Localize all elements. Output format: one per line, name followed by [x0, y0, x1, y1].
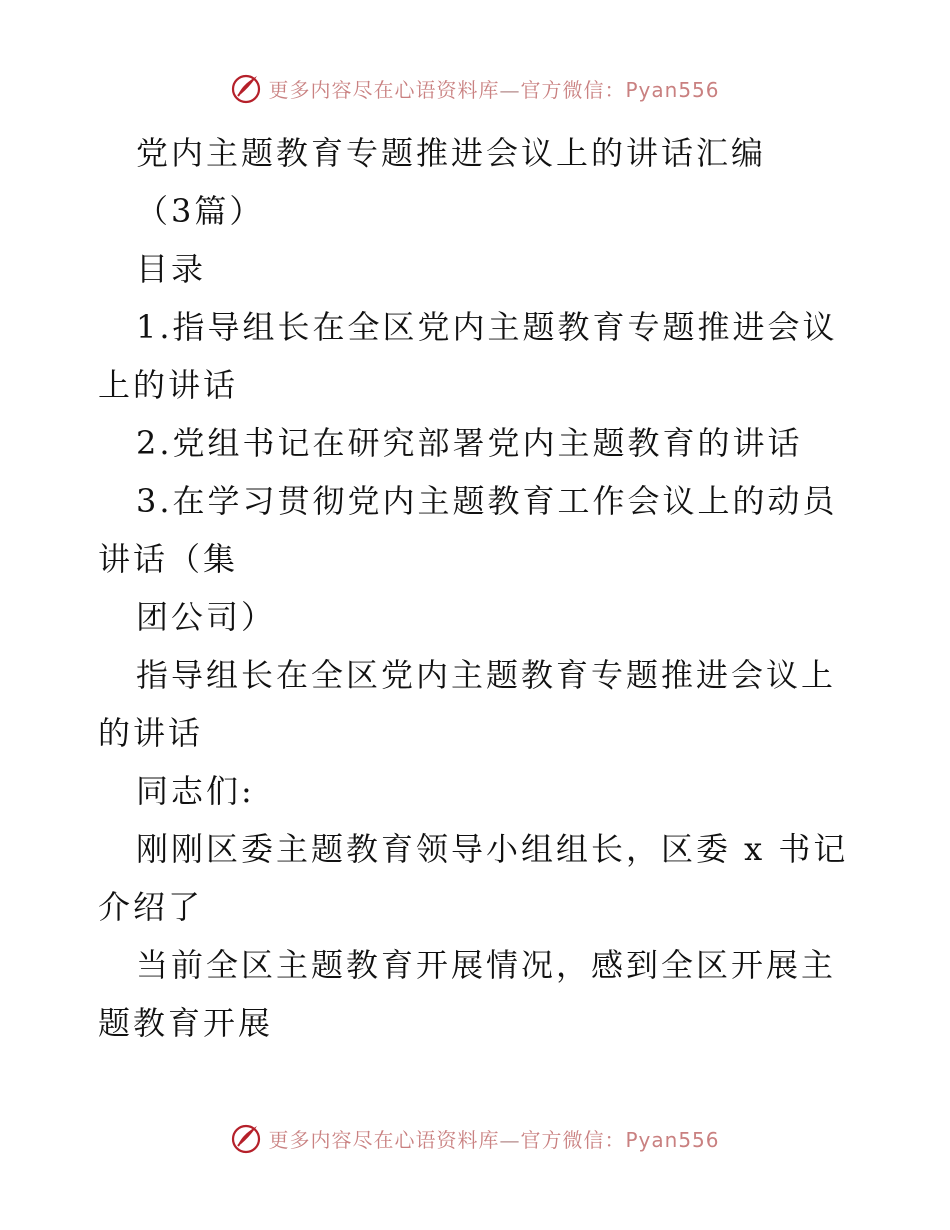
watermark-contact-id: Pyan556 — [625, 1127, 720, 1152]
footer-watermark — [0, 1122, 950, 1154]
body-paragraph: 当前全区主题教育开展情况，感到全区开展主题教育开展 — [98, 946, 837, 1042]
toc-item-3: 3.在学习贯彻党内主题教育工作会议上的动员讲话（集 — [98, 482, 838, 578]
watermark-separator: — — [499, 77, 521, 102]
document-subtitle: （3篇） — [136, 192, 265, 230]
document-body — [98, 124, 854, 1052]
watermark-separator: — — [499, 1127, 521, 1152]
salutation: 同志们: — [136, 772, 255, 810]
watermark-contact-label: 官方微信： — [520, 1127, 626, 1152]
toc-item-3-continued: 团公司） — [136, 598, 277, 636]
toc-item-1: 1.指导组长在全区党内主题教育专题推进会议上的讲话 — [98, 308, 838, 404]
section-heading: 指导组长在全区党内主题教育专题推进会议上的讲话 — [98, 656, 837, 752]
watermark-text — [268, 1124, 719, 1153]
body-paragraph: 刚刚区委主题教育领导小组组长，区委 x 书记介绍了 — [98, 830, 849, 926]
watermark-brand: 更多内容尽在心语资料库 — [268, 77, 500, 102]
watermark-contact-id: Pyan556 — [625, 77, 720, 102]
document-title: 党内主题教育专题推进会议上的讲话汇编 — [136, 134, 767, 172]
watermark-contact-label: 官方微信： — [520, 77, 626, 102]
toc-item-2: 2.党组书记在研究部署党内主题教育的讲话 — [136, 424, 803, 462]
watermark-text — [268, 74, 719, 103]
watermark-brand: 更多内容尽在心语资料库 — [268, 1127, 500, 1152]
pen-logo-icon — [230, 72, 262, 104]
pen-logo-icon — [230, 1122, 262, 1154]
toc-heading: 目录 — [136, 250, 207, 288]
header-watermark — [0, 72, 950, 104]
